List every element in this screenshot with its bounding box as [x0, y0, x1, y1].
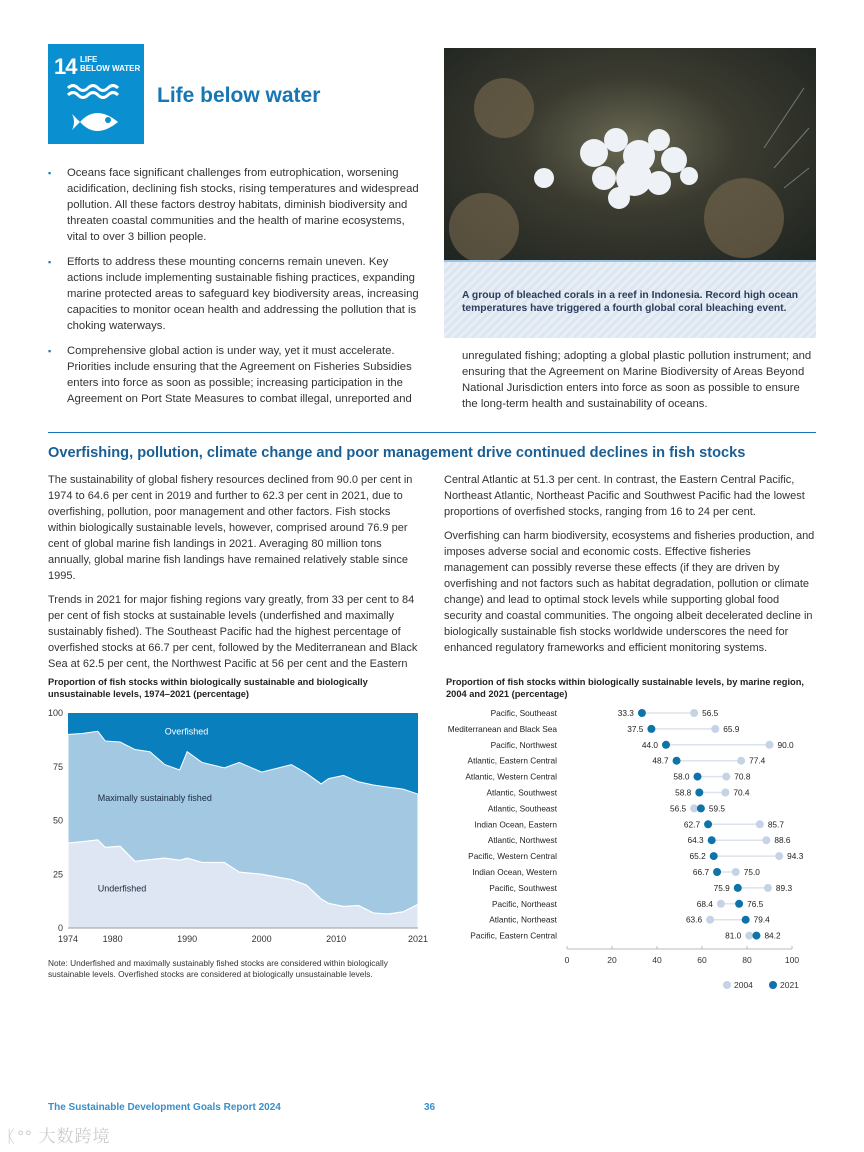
value-label: 75.9: [713, 882, 730, 893]
region-label: Pacific, Northeast: [491, 898, 557, 909]
goal-label: [80, 55, 140, 73]
dot-2021: [704, 820, 712, 828]
y-tick-label: 0: [57, 923, 63, 933]
region-label: Atlantic, Eastern Central: [467, 755, 557, 766]
value-label: 81.0: [725, 930, 742, 941]
series-label-maximally: Maximally sustainably fished: [97, 793, 212, 804]
x-tick-label: 1980: [102, 934, 123, 944]
summary-bullets: [48, 165, 423, 416]
value-label: 33.3: [617, 708, 634, 718]
x-tick-label: 0: [564, 955, 570, 965]
dot-2021: [647, 725, 655, 733]
section-divider: [48, 432, 816, 433]
dot-2004: [711, 725, 719, 733]
y-tick-label: 50: [52, 815, 63, 826]
legend-2021-swatch: [769, 981, 777, 989]
value-label: 44.0: [641, 739, 658, 750]
area-chart-title: Proportion of fish stocks within biologically sustainable and biologically unsustainable levels, 1974–2021 (percentage): [48, 677, 368, 699]
paragraph: The sustainability of global fishery resources declined from 90.0 per cent in 1974 to 64.6 per cent in 2019 and further to 62.3 per cent in 2021, due to overfishing, pollution, poor management and other factors. Fish stocks within biologically sustainable levels, however, comprised around 76.9 per cent of global marine fish landings in 2021. Averaging 80 million tons annually, global marine fish landings have remained relatively stable since 1995.: [48, 474, 413, 582]
dumbbell-chart: [440, 702, 820, 997]
dot-2021: [662, 741, 670, 749]
dot-2004: [717, 900, 725, 908]
coral-photo: [444, 48, 816, 260]
dot-2021: [735, 900, 743, 908]
body-column-left: [48, 472, 420, 680]
dot-2021: [695, 789, 703, 797]
region-label: Atlantic, Northeast: [489, 914, 557, 925]
paragraph: Central Atlantic at 51.3 per cent. In contrast, the Eastern Central Pacific, Northeast Atlantic, Northeast Pacific and Southwest Pacific had the lowest proportions of overfished stocks, ranging from 16 to 24 per cent.: [444, 474, 805, 518]
x-tick-label: 1974: [57, 934, 79, 944]
x-tick-label: 2010: [326, 934, 347, 944]
fish-waves-icon: [66, 82, 126, 138]
value-label: 65.9: [723, 723, 740, 734]
photo-caption: A group of bleached corals in a reef in Indonesia. Record high ocean temperatures have triggered a fourth global coral bleaching event.: [462, 290, 799, 314]
value-label: 63.6: [685, 914, 703, 925]
value-label: 76.5: [747, 898, 764, 909]
dot-2004: [766, 741, 774, 749]
x-tick-label: 100: [784, 955, 800, 965]
value-label: 58.8: [675, 787, 692, 798]
y-tick-label: 75: [52, 761, 63, 772]
region-label: Pacific, Western Central: [468, 851, 557, 862]
legend-2021-label: 2021: [780, 980, 799, 990]
paragraph: Overfishing can harm biodiversity, ecosystems and fisheries production, and imposes adverse social and economic costs. Effective fisheries management can possibly reverse these effects (if they are driven by overfishing and not factors such as habitat degradation, pollution or climate change) and lead to optimal stock levels while supporting global food security and coastal communities. The ongoing albeit decelerated decline in biologically sustainable fish stocks worldwide underscores the need for enhanced regulatory frameworks and efficient monitoring systems.: [444, 530, 815, 654]
dot-2004: [706, 916, 714, 924]
region-label: Indian Ocean, Western: [472, 867, 557, 877]
value-label: 58.0: [673, 771, 690, 782]
dot-2021: [710, 852, 718, 860]
dot-2021: [708, 836, 716, 844]
series-label-overfished: Overfished: [164, 726, 209, 737]
dot-2004: [690, 709, 698, 717]
dot-2021: [697, 804, 705, 812]
value-label: 94.3: [787, 851, 804, 862]
region-label: Atlantic, Southwest: [486, 787, 557, 798]
dot-2004: [762, 836, 770, 844]
dot-2004: [764, 884, 772, 892]
body-column-right: [444, 472, 816, 664]
region-label: Pacific, Eastern Central: [470, 930, 557, 941]
bullet-item: ▪ Oceans face significant challenges from eutrophication, worsening acidification, declining fish stocks, rising temperatures and widespread pollution. All these factors destroy habitats, diminish biodiversity and threaten coastal communities and the health of marine ecosystems, vital to over 3 billion people.: [48, 165, 423, 245]
region-label: Pacific, Northwest: [490, 739, 557, 750]
bullet-continuation: unregulated fishing; adopting a global plastic pollution instrument; and ensuring that the Agreement on Marine Biodiversity of Areas Beyond National Jurisdiction enters into force as soon as possible to ensure the long-term health and sustainability of oceans.: [462, 350, 812, 410]
page-title: Life below water: [157, 84, 321, 107]
chart-note: Note: Underfished and maximally sustainably fished stocks are considered within biologically sustainable levels. Overfished stocks are considered at biologically unsustainable levels.: [48, 958, 388, 979]
page-number: 36: [424, 1102, 436, 1113]
x-tick-label: 40: [652, 955, 662, 965]
x-tick-label: 2021: [407, 934, 429, 944]
region-label: Atlantic, Southeast: [487, 803, 557, 814]
value-label: 70.4: [733, 787, 750, 798]
dot-2004: [745, 932, 753, 940]
dot-2021: [742, 916, 750, 924]
x-tick-label: 20: [607, 955, 617, 965]
value-label: 56.5: [702, 708, 719, 718]
dot-2004: [722, 773, 730, 781]
value-label: 48.7: [652, 755, 669, 766]
value-label: 75.0: [743, 867, 760, 877]
dot-2021: [638, 709, 646, 717]
dot-2004: [721, 789, 729, 797]
bullet-item: ▪ Comprehensive global action is under way, yet it must accelerate. Priorities include ensuring that the Agreement on Fisheries Subsidies enters into force as soon as possible; increasing participation in the Agreement on Port State Measures to combat illegal, unreported and: [48, 343, 423, 407]
paragraph: Trends in 2021 for major fishing regions vary greatly, from 33 per cent to 84 per cent of fish stocks at sustainable levels (underfished and maximally sustainably fished). The Southeast Pacific had the highest percentage of overfished stocks at 66.7 per cent, followed by the Mediterranean and Black Sea at 62.5 per cent, the Northwest Pacific at 56 per cent and the Eastern: [48, 594, 418, 670]
value-label: 56.5: [669, 803, 687, 814]
x-tick-label: 2000: [251, 934, 272, 944]
sdg-14-logo: [48, 44, 144, 144]
value-label: 66.7: [692, 867, 710, 877]
value-label: 85.7: [767, 819, 784, 830]
dot-2021: [673, 757, 681, 765]
watermark-text: 大数跨境: [38, 1127, 111, 1146]
value-label: 59.5: [708, 803, 726, 814]
legend-2004-label: 2004: [734, 980, 753, 990]
bullet-item: ▪ Efforts to address these mounting concerns remain uneven. Key actions include implementing sustainable fishing practices, expanding marine protected areas to safeguard key biodiversity areas, increasing capacities to monitor ocean health and addressing the pollution that is choking waterways.: [48, 254, 423, 334]
region-label: Atlantic, Western Central: [465, 771, 557, 782]
value-label: 89.3: [775, 882, 793, 893]
dot-chart-title: Proportion of fish stocks within biologically sustainable levels, by marine region, 2004 and 2021 (percentage): [446, 677, 805, 699]
footer-report-title: The Sustainable Development Goals Report 2024: [48, 1102, 281, 1113]
legend-2004-swatch: [723, 981, 731, 989]
value-label: 62.7: [683, 819, 701, 830]
dot-2021: [734, 884, 742, 892]
value-label: 84.2: [764, 930, 781, 941]
region-label: Pacific, Southwest: [489, 882, 557, 893]
series-label-underfished: Underfished: [97, 883, 147, 894]
region-label: Indian Ocean, Eastern: [474, 819, 557, 830]
y-tick-label: 100: [47, 708, 63, 718]
dot-2004: [737, 757, 745, 765]
value-label: 37.5: [627, 723, 644, 734]
dot-2021: [752, 932, 760, 940]
value-label: 79.4: [753, 914, 770, 925]
value-label: 70.8: [734, 771, 751, 782]
dot-2021: [694, 773, 702, 781]
dot-2004: [775, 852, 783, 860]
goal-label-2: BELOW WATER: [80, 64, 141, 73]
value-label: 64.3: [687, 835, 704, 846]
dot-2004: [732, 868, 740, 876]
value-label: 77.4: [749, 755, 766, 766]
x-tick-label: 60: [697, 955, 707, 965]
region-label: Pacific, Southeast: [490, 708, 557, 718]
goal-label-1: LIFE: [80, 55, 98, 64]
x-tick-label: 80: [742, 955, 752, 965]
value-label: 65.2: [689, 851, 706, 862]
region-label: Mediterranean and Black Sea: [447, 723, 557, 734]
region-label: Atlantic, Northwest: [487, 835, 557, 846]
value-label: 68.4: [696, 898, 713, 909]
goal-number: 14: [54, 54, 77, 79]
section-heading: Overfishing, pollution, climate change and poor management drive continued declines in fish stocks: [48, 445, 746, 461]
dot-2021: [713, 868, 721, 876]
area-chart: [30, 705, 430, 950]
x-tick-label: 1990: [177, 934, 198, 944]
watermark: ᛕ°° 大数跨境: [6, 1127, 111, 1146]
value-label: 90.0: [777, 739, 794, 750]
y-tick-label: 25: [52, 869, 63, 880]
dot-2004: [756, 820, 764, 828]
value-label: 88.6: [774, 835, 791, 846]
photo-caption-box: [444, 260, 816, 338]
